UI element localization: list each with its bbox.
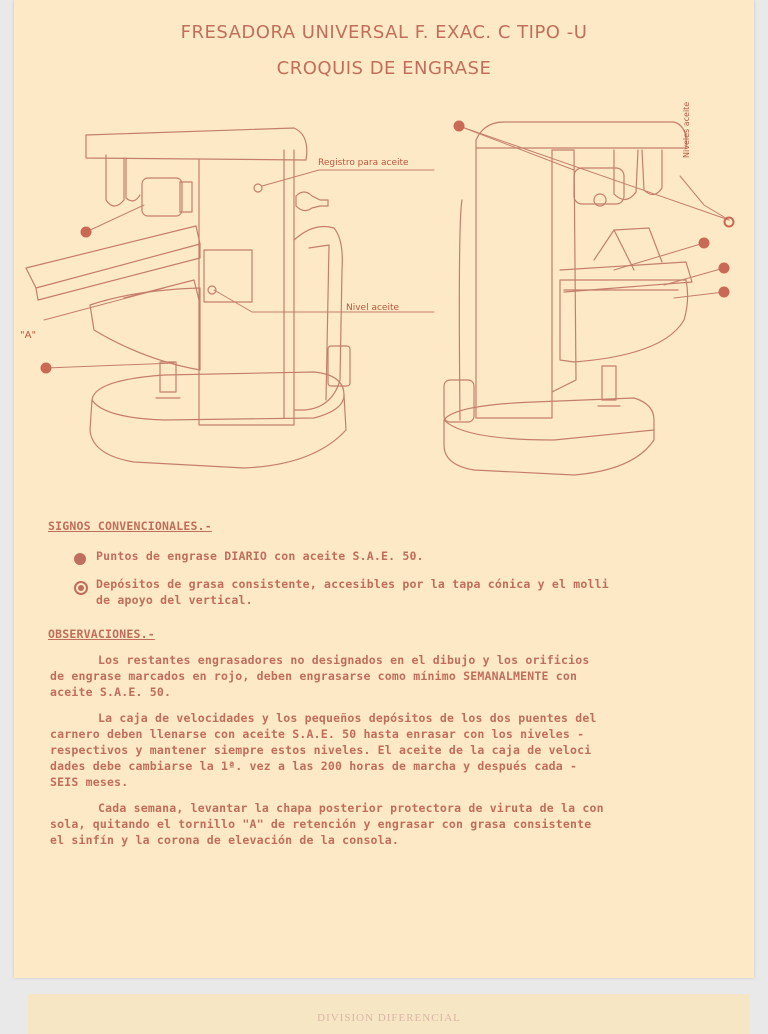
document-title: FRESADORA UNIVERSAL F. EXAC. C TIPO -U [180,22,588,43]
lubrication-point-6 [719,287,730,298]
next-page-sheet [28,994,750,1034]
paragraph-1-line: Los restantes engrasadores no designados en el dibujo y los orificios [98,653,590,667]
paragraph-3-line: sola, quitando el tornillo "A" de retención y engrasar con grasa consistente [50,817,592,831]
label-a-screw: "A" [20,330,37,341]
next-page-header: DIVISION DIFERENCIAL [317,1012,461,1024]
grease-deposit-symbol-icon [74,581,88,595]
lubrication-point-1 [81,227,92,238]
grease-deposit-point [725,218,734,227]
lubrication-point-5 [719,263,730,274]
paragraph-3-line: el sinfín y la corona de elevación de la consola. [50,833,400,847]
paragraph-2-line: respectivos y mantener siempre estos niveles. El aceite de la caja de veloci [50,743,592,757]
lubrication-point-4 [699,238,710,249]
signos-heading: SIGNOS CONVENCIONALES.- [48,519,212,533]
paragraph-1-line: aceite S.A.E. 50. [50,685,172,699]
document-subtitle: CROQUIS DE ENGRASE [276,58,492,79]
document-sheet [14,0,754,978]
label-niveles-aceite: Niveles aceite [682,101,691,158]
signo-grease-line2: de apoyo del vertical. [96,593,253,607]
left-machine-drawing [26,128,434,468]
label-nivel-aceite: Nivel aceite [346,303,400,313]
observaciones-heading: OBSERVACIONES.- [48,627,155,641]
paragraph-2-line: carnero deben llenarse con aceite S.A.E. 50 hasta enrasar con los niveles - [50,727,585,741]
lubrication-diagram [14,0,754,500]
daily-lube-bullet-icon [74,553,86,565]
right-machine-drawing [444,122,729,475]
lubrication-point-3 [454,121,465,132]
paragraph-3-line: Cada semana, levantar la chapa posterior protectora de viruta de la con [98,801,604,815]
paragraph-2-line: La caja de velocidades y los pequeños depósitos de los dos puentes del [98,711,597,725]
label-registro-aceite: Registro para aceite [318,158,409,168]
signo-daily-text: Puntos de engrase DIARIO con aceite S.A.E. 50. [96,549,424,563]
signo-grease-line1: Depósitos de grasa consistente, accesibles por la tapa cónica y el molli [96,577,609,591]
paragraph-2-line: SEIS meses. [50,775,129,789]
lubrication-point-2 [41,363,52,374]
paragraph-2-line: dades debe cambiarse la 1ª. vez a las 200 horas de marcha y después cada - [50,759,578,773]
paragraph-1-line: de engrase marcados en rojo, deben engrasarse como mínimo SEMANALMENTE con [50,669,578,683]
